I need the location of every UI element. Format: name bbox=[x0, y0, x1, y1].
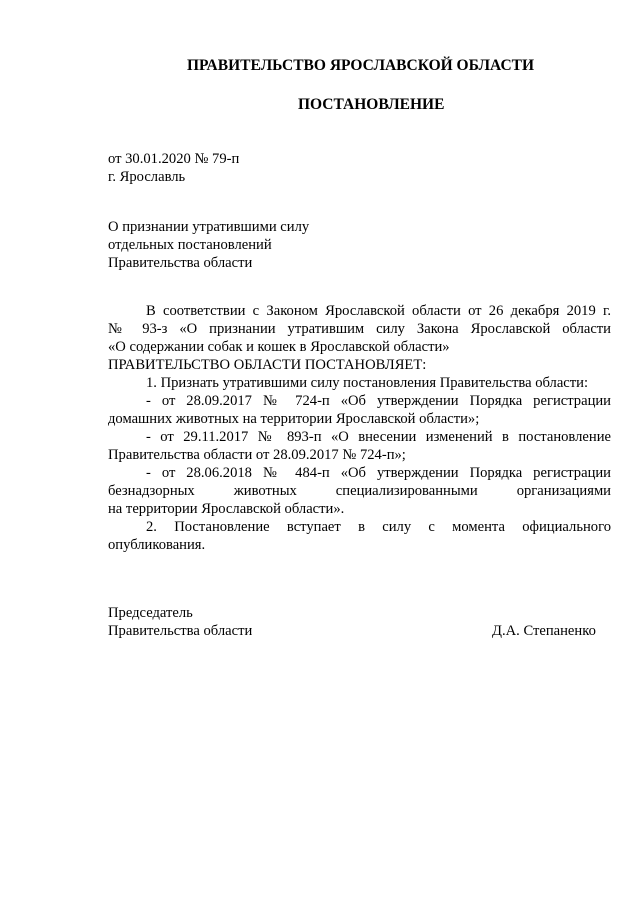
signature-position-2: Правительства области bbox=[108, 623, 253, 639]
subject-line-2: отдельных постановлений bbox=[108, 237, 272, 253]
sub-item-2-line-1: - от 29.11.2017 № 893-п «О внесении изменений в постановление bbox=[146, 429, 611, 445]
preamble-line-3: «О содержании собак и кошек в Ярославской области» bbox=[108, 339, 450, 355]
sub-item-2-line-2: Правительства области от 28.09.2017 № 724-п»; bbox=[108, 447, 406, 463]
item-1: 1. Признать утратившими силу постановления Правительства области: bbox=[146, 375, 589, 391]
document-type: ПОСТАНОВЛЕНИЕ bbox=[298, 96, 445, 113]
sub-item-3-line-2: безнадзорных животных специализированными организациями bbox=[108, 483, 611, 499]
city: г. Ярославль bbox=[108, 169, 186, 185]
subject-line-1: О признании утратившими силу bbox=[108, 219, 310, 235]
preamble-line-1: В соответствии с Законом Ярославской области от 26 декабря 2019 г. bbox=[146, 303, 611, 319]
sub-item-1-line-1: - от 28.09.2017 № 724-п «Об утверждении Порядка регистрации bbox=[146, 393, 611, 409]
resolves-line: ПРАВИТЕЛЬСТВО ОБЛАСТИ ПОСТАНОВЛЯЕТ: bbox=[108, 357, 427, 373]
preamble-line-2: № 93-з «О признании утратившим силу Закона Ярославской области bbox=[108, 321, 611, 337]
government-title: ПРАВИТЕЛЬСТВО ЯРОСЛАВСКОЙ ОБЛАСТИ bbox=[187, 57, 535, 74]
signature-name: Д.А. Степаненко bbox=[492, 623, 596, 639]
subject-line-3: Правительства области bbox=[108, 255, 253, 271]
date-number: от 30.01.2020 № 79-п bbox=[108, 151, 240, 167]
item-2-line-2: опубликования. bbox=[108, 537, 206, 553]
item-2-line-1: 2. Постановление вступает в силу с момента официального bbox=[146, 519, 611, 535]
sub-item-3-line-3: на территории Ярославской области». bbox=[108, 501, 345, 517]
sub-item-3-line-1: - от 28.06.2018 № 484-п «Об утверждении Порядка регистрации bbox=[146, 465, 611, 481]
sub-item-1-line-2: домашних животных на территории Ярославской области»; bbox=[108, 411, 480, 427]
signature-position-1: Председатель bbox=[108, 605, 193, 621]
